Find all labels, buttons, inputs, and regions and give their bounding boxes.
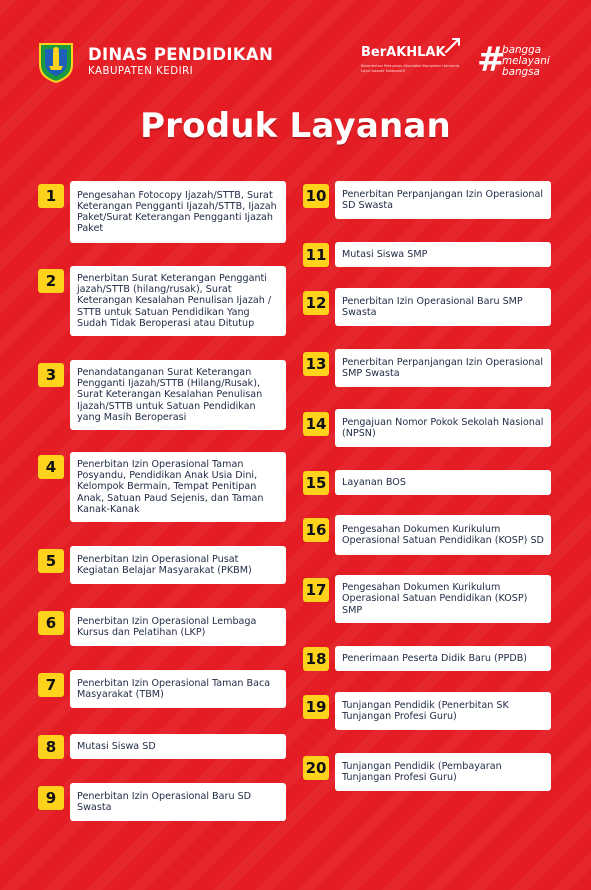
service-card (70, 546, 286, 584)
item-number-badge: 20 (303, 756, 329, 780)
item-number-badge: 16 (303, 518, 329, 542)
service-card (70, 266, 286, 336)
item-number-badge: 17 (303, 578, 329, 602)
service-text: Tunjangan Pendidik (Penerbitan SK Tunjangan Profesi Guru) (342, 699, 509, 722)
agency-name: DINAS PENDIDIKAN (88, 45, 274, 64)
service-card (70, 670, 286, 708)
item-number-badge: 9 (38, 786, 64, 810)
service-card (335, 349, 551, 387)
service-card (335, 242, 551, 267)
item-number-badge: 3 (38, 363, 64, 387)
service-card (70, 181, 286, 243)
service-card (70, 734, 286, 759)
service-card (335, 288, 551, 326)
service-card (70, 360, 286, 430)
service-text: Pengesahan Dokumen Kurikulum Operasional Satuan Pendidikan (KOSP) SMP (342, 582, 528, 616)
item-number-badge: 6 (38, 611, 64, 635)
item-number-badge: 7 (38, 673, 64, 697)
service-text: Penerbitan Perpanjangan Izin Operasional SD Swasta (342, 188, 544, 211)
service-card (335, 692, 551, 730)
service-card (70, 452, 286, 522)
service-text: Penerbitan Izin Operasional Baru SD Swasta (77, 790, 252, 813)
page-title: Produk Layanan (140, 106, 451, 146)
item-number-badge: 18 (303, 647, 329, 671)
agency-subtitle: KABUPATEN KEDIRI (88, 66, 194, 77)
service-text: Penerimaan Peserta Didik Baru (PPDB) (342, 652, 528, 664)
item-number-badge: 19 (303, 695, 329, 719)
service-text: Pengesahan Dokumen Kurikulum Operasional Satuan Pendidikan (KOSP) SD (342, 523, 544, 546)
service-card (335, 515, 551, 555)
service-card (335, 575, 551, 623)
service-text: Pengesahan Fotocopy Ijazah/STTB, Surat Keterangan Pengganti Ijazah/STTB, Ijazah Paket/Surat Keterangan Pengganti Ijazah Paket (77, 189, 277, 235)
berakhlak-tagline: Berorientasi Pelayanan Akuntabel Kompeten Harmonis Loyal Adaptif Kolaboratif (361, 64, 460, 73)
service-card (335, 646, 551, 671)
item-number-badge: 5 (38, 549, 64, 573)
bangga-line-1: bangga (502, 44, 542, 56)
service-card (335, 753, 551, 791)
service-text: Penandatanganan Surat Keterangan Pengganti Ijazah/STTB (Hilang/Rusak), Surat Keterangan Kesalahan Penulisan Ijazah/STTB untuk Satuan Pendidikan yang Masih Beroperasi (77, 366, 263, 423)
item-number-badge: 11 (303, 243, 329, 267)
item-number-badge: 10 (303, 184, 329, 208)
service-text: Tunjangan Pendidik (Pembayaran Tunjangan Profesi Guru) (342, 760, 502, 783)
service-card (70, 608, 286, 646)
bangga-melayani-bangsa-logo (502, 45, 550, 79)
berakhlak-logo-text: BerAKHLAK (361, 45, 446, 60)
service-card (335, 470, 551, 495)
service-text: Pengajuan Nomor Pokok Sekolah Nasional (NPSN) (342, 416, 544, 439)
service-text: Layanan BOS (342, 476, 406, 488)
service-text: Penerbitan Izin Operasional Lembaga Kursus dan Pelatihan (LKP) (77, 615, 257, 638)
item-number-badge: 13 (303, 352, 329, 376)
service-text: Penerbitan Izin Operasional Taman Posyandu, Pendidikan Anak Usia Dini, Kelompok Bermain, Tempat Penitipan Anak, Satuan Paud Sejenis, dan Taman Kanak-Kanak (77, 458, 264, 515)
item-number-badge: 1 (38, 184, 64, 208)
item-number-badge: 8 (38, 735, 64, 759)
item-number-badge: 4 (38, 455, 64, 479)
service-text: Penerbitan Izin Operasional Taman Baca Masyarakat (TBM) (77, 677, 271, 700)
service-text: Mutasi Siswa SD (77, 740, 156, 752)
item-number-badge: 14 (303, 412, 329, 436)
service-text: Mutasi Siswa SMP (342, 248, 428, 260)
bangga-line-2: melayani (502, 55, 550, 68)
service-card (335, 409, 551, 447)
bangga-line-3: bangsa (502, 66, 540, 79)
kediri-regency-emblem (37, 41, 75, 83)
service-card (70, 783, 286, 821)
service-card (335, 181, 551, 219)
service-text: Penerbitan Surat Keterangan Pengganti jazah/STTB (hilang/rusak), Surat Keterangan Kesalahan Penulisan Ijazah / STTB untuk Satuan Pendidikan Yang Sudah Tidak Beroperasi atau Ditutup (77, 272, 272, 329)
service-text: Penerbitan Perpanjangan Izin Operasional SMP Swasta (342, 356, 544, 379)
bangga-hashtag-symbol: # (477, 40, 506, 80)
service-text: Penerbitan Izin Operasional Pusat Kegiatan Belajar Masyarakat (PKBM) (77, 553, 252, 576)
item-number-badge: 15 (303, 471, 329, 495)
item-number-badge: 12 (303, 291, 329, 315)
item-number-badge: 2 (38, 269, 64, 293)
berakhlak-swoosh-icon (444, 36, 466, 54)
service-text: Penerbitan Izin Operasional Baru SMP Swasta (342, 295, 523, 318)
